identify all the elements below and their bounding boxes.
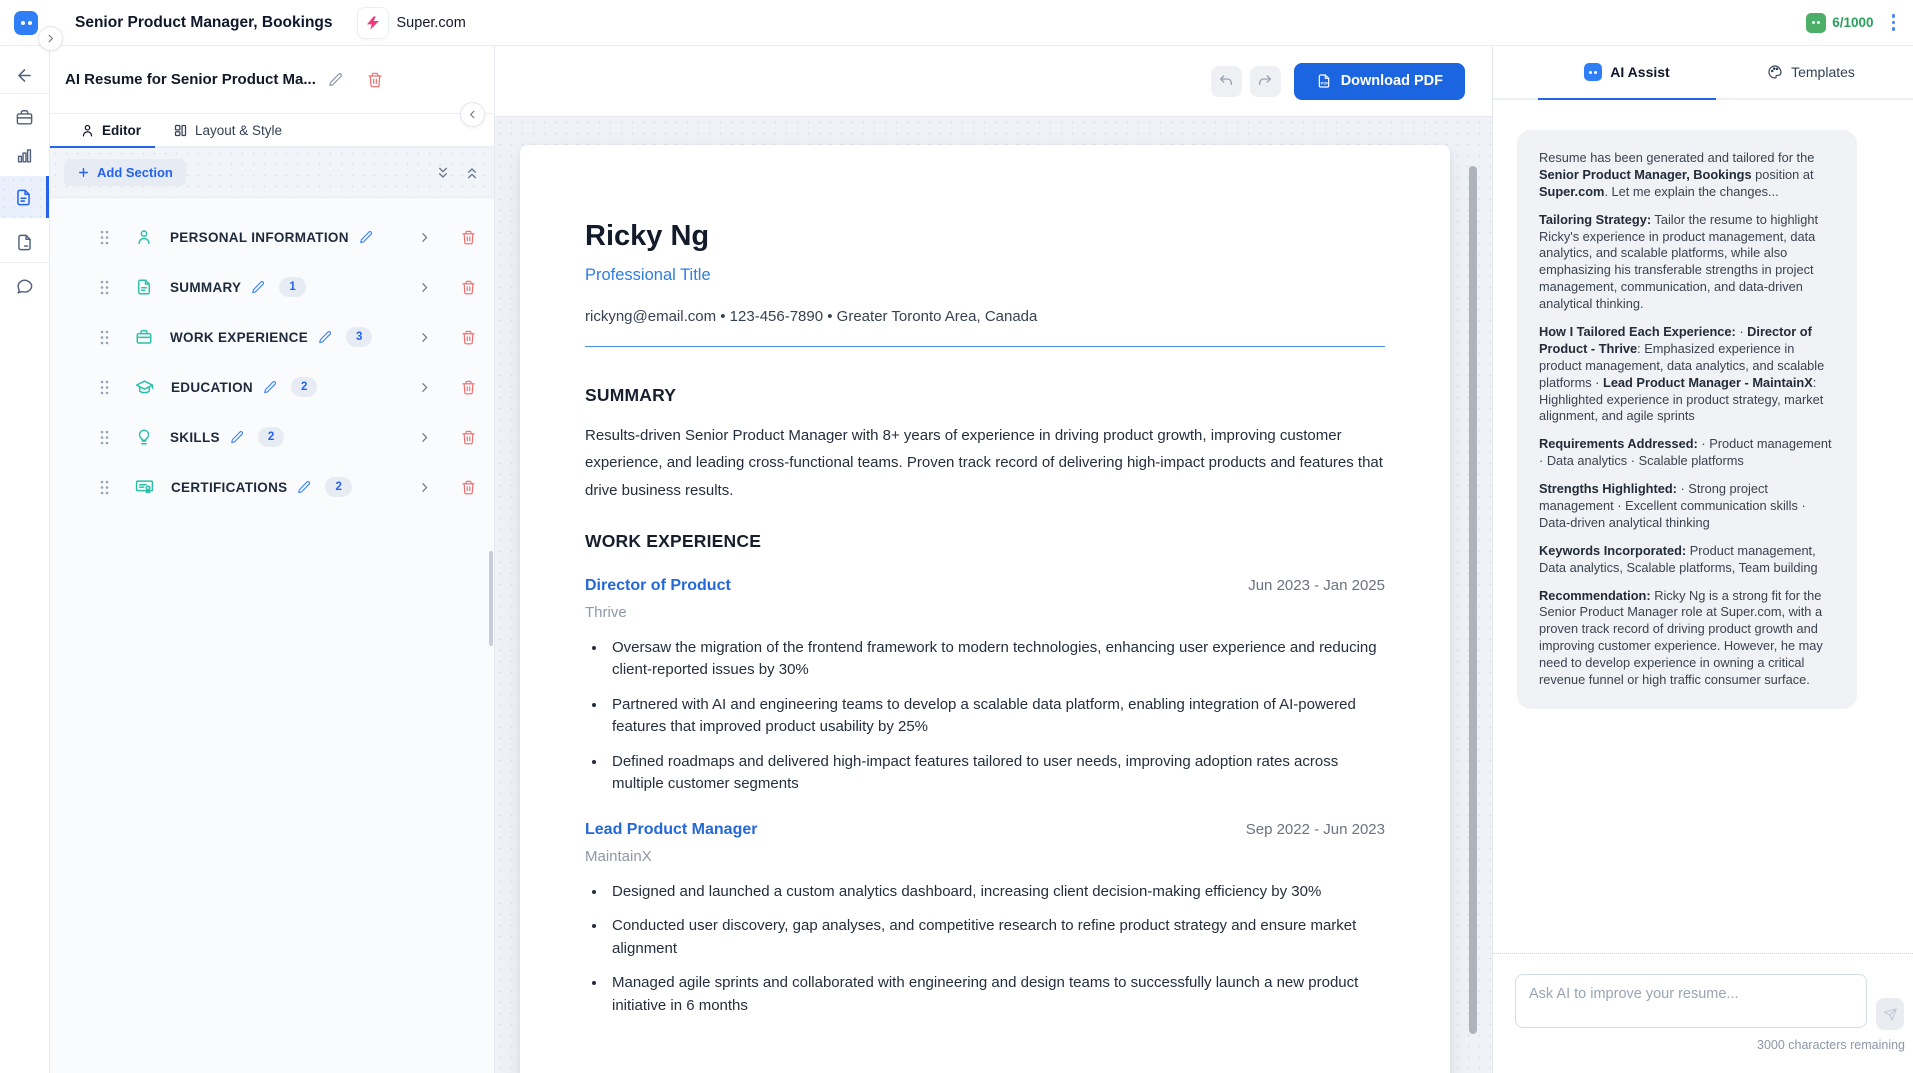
ai-message-paragraph: Tailoring Strategy: Tailor the resume to highlight Ricky's experience in product management, data analytics, and scalable platforms, while also emphasizing his transferable strengths in project management, communication, and data-driven analytical thinking. xyxy=(1539,211,1819,312)
resume-canvas xyxy=(495,117,1492,1073)
rail-divider xyxy=(0,93,49,94)
section-count-badge: 3 xyxy=(346,327,372,347)
job-bullet-list xyxy=(585,881,1385,1018)
header-divider xyxy=(585,346,1385,347)
palette-icon xyxy=(1767,64,1783,80)
section-label: CERTIFICATIONS xyxy=(171,479,288,495)
job-dates: Sep 2022 - Jun 2023 xyxy=(1245,820,1385,838)
drag-handle-icon[interactable] xyxy=(100,330,109,345)
job-bullet: • Designed and launched a custom analytics dashboard, increasing client decision-making efficiency by 30% xyxy=(607,881,1385,904)
delete-section-icon[interactable] xyxy=(461,380,476,395)
ai-message-paragraph: Resume has been generated and tailored for the Senior Product Manager, Bookings position at Super.com. Let me explain the changes... xyxy=(1539,150,1815,199)
tab-layout-style[interactable] xyxy=(155,114,282,146)
delete-section-icon[interactable] xyxy=(461,330,476,345)
drag-handle-icon[interactable] xyxy=(100,430,109,445)
section-label: SKILLS xyxy=(170,429,220,445)
section-count-badge: 2 xyxy=(325,477,351,497)
resume-title: AI Resume for Senior Product Ma... xyxy=(65,71,316,88)
active-ai-tab-indicator xyxy=(1538,98,1716,101)
section-row[interactable] xyxy=(50,362,494,412)
icon-rail xyxy=(0,46,50,1073)
summary-text[interactable]: Results-driven Senior Product Manager with 8+ years of experience in driving product growth, improving customer experience, and leading cross-functional teams. Proven track record of delivering high-impact products and features that drive business results. xyxy=(585,427,1383,499)
section-row[interactable] xyxy=(50,412,494,462)
resume-professional-title[interactable]: Professional Title xyxy=(585,266,711,284)
job-title: Lead Product Manager xyxy=(585,820,758,838)
job-title: Director of Product xyxy=(585,576,731,594)
ai-message-paragraph: How I Tailored Each Experience: · Director of Product - Thrive: Emphasized experience in product management, data analytics, and scalable platforms · Lead Product Manager - MaintainX: Highlighted experience in product strategy, market alignment, and agile sprints xyxy=(1539,324,1825,424)
edit-section-icon[interactable] xyxy=(251,280,265,294)
characters-remaining: 3000 characters remaining xyxy=(1757,1038,1905,1052)
panel-scrollbar[interactable] xyxy=(489,551,493,646)
ai-message-paragraph: Recommendation: Ricky Ng is a strong fit for the Senior Product Manager role at Super.com, with a proven track record of driving product growth and improving customer experience. However, he may need to develop experience in owning a critical revenue funnel or high traffic consumer surface. xyxy=(1539,587,1823,688)
delete-resume-icon[interactable] xyxy=(367,72,383,88)
job-entry[interactable] xyxy=(585,577,1385,796)
pdf-file-icon xyxy=(1316,73,1332,89)
edit-section-icon[interactable] xyxy=(297,480,311,494)
section-row[interactable] xyxy=(50,312,494,362)
job-bullet: • Conducted user discovery, gap analyses, and competitive research to refine product strategy and ensure market alignment xyxy=(607,915,1385,960)
tab-templates-label: Templates xyxy=(1791,64,1855,80)
ai-tab-bar xyxy=(1493,46,1913,100)
drag-handle-icon[interactable] xyxy=(100,480,109,495)
ai-panel xyxy=(1492,46,1913,1073)
job-bullet: • Oversaw the migration of the frontend framework to modern technologies, enhancing user experience and reducing client-reported issues by 30% xyxy=(607,637,1385,682)
tab-ai-assist-label: AI Assist xyxy=(1610,64,1670,80)
credits-badge xyxy=(1806,13,1873,33)
edit-section-icon[interactable] xyxy=(263,380,277,394)
section-count-badge: 1 xyxy=(279,277,305,297)
section-row[interactable] xyxy=(50,462,494,512)
add-section-label: Add Section xyxy=(97,165,173,180)
section-row[interactable] xyxy=(50,212,494,262)
tab-editor[interactable] xyxy=(50,114,155,146)
jobs-briefcase-icon[interactable] xyxy=(0,97,49,137)
job-list xyxy=(585,577,1385,1018)
resume-name[interactable]: Ricky Ng xyxy=(585,220,710,252)
download-pdf-label: Download PDF xyxy=(1340,73,1443,89)
preview-area xyxy=(495,46,1492,1073)
tab-ai-assist[interactable] xyxy=(1538,46,1716,98)
job-bullet: • Defined roadmaps and delivered high-impact features tailored to user needs, improving adoption rates across multiple customer segments xyxy=(607,751,1385,796)
work-experience-heading[interactable]: WORK EXPERIENCE xyxy=(585,530,762,551)
collapse-all-icon[interactable] xyxy=(464,165,480,181)
delete-section-icon[interactable] xyxy=(461,230,476,245)
ask-ai-input[interactable] xyxy=(1515,974,1867,1028)
resume-page[interactable] xyxy=(520,145,1450,1073)
resume-document-icon[interactable] xyxy=(0,176,49,218)
ai-message-paragraph: Strengths Highlighted: · Strong project management · Excellent communication skills · Data-driven analytical thinking xyxy=(1539,481,1806,530)
job-company: MaintainX xyxy=(585,847,652,865)
add-section-row xyxy=(50,148,494,198)
section-count-badge: 2 xyxy=(258,427,284,447)
rail-divider xyxy=(0,262,49,263)
drag-handle-icon[interactable] xyxy=(100,280,109,295)
ai-message-card xyxy=(1517,130,1857,709)
preview-toolbar xyxy=(495,46,1492,117)
collapse-editor-panel-button[interactable] xyxy=(460,102,485,127)
back-arrow-icon[interactable] xyxy=(0,55,49,95)
delete-section-icon[interactable] xyxy=(461,280,476,295)
delete-section-icon[interactable] xyxy=(461,480,476,495)
job-bullet-list xyxy=(585,637,1385,796)
edit-section-icon[interactable] xyxy=(359,230,373,244)
certificate-section-icon xyxy=(135,478,154,497)
section-list xyxy=(50,198,494,512)
download-pdf-button[interactable] xyxy=(1294,63,1465,100)
graduation-section-icon xyxy=(135,378,154,397)
expand-section-chevron-icon[interactable] xyxy=(418,281,431,294)
documents-icon[interactable] xyxy=(0,222,49,262)
section-count-badge: 2 xyxy=(291,377,317,397)
app-logo-icon[interactable] xyxy=(14,11,38,35)
rename-pencil-icon[interactable] xyxy=(328,72,343,87)
briefcase-section-icon xyxy=(135,328,153,346)
send-button[interactable] xyxy=(1876,998,1904,1030)
ai-message-paragraph: Keywords Incorporated: Product management, Data analytics, Scalable platforms, Team building xyxy=(1539,542,1818,575)
more-menu-icon[interactable] xyxy=(1890,12,1898,33)
add-section-button[interactable] xyxy=(64,159,186,186)
job-bullet: • Managed agile sprints and collaborated with engineering and design teams to successfully launch a new product initiative in 6 months xyxy=(607,972,1385,1017)
expand-section-chevron-icon[interactable] xyxy=(418,331,431,344)
section-label: SUMMARY xyxy=(170,279,242,295)
section-label: PERSONAL INFORMATION xyxy=(170,229,349,245)
edit-section-icon[interactable] xyxy=(318,330,332,344)
section-row[interactable] xyxy=(50,262,494,312)
company-name: Super.com xyxy=(396,14,466,31)
expand-all-icon[interactable] xyxy=(435,165,451,181)
doc-section-icon xyxy=(135,278,153,296)
expand-section-chevron-icon[interactable] xyxy=(418,431,431,444)
redo-button[interactable] xyxy=(1250,66,1281,97)
editor-tab-bar xyxy=(50,114,494,148)
editor-panel xyxy=(50,46,495,1073)
bulb-section-icon xyxy=(135,428,153,446)
chat-bubble-icon[interactable] xyxy=(0,266,49,306)
company-logo-icon xyxy=(357,7,389,39)
user-section-icon xyxy=(135,228,153,246)
ai-robot-icon xyxy=(1584,63,1602,81)
job-company: Thrive xyxy=(585,603,627,621)
job-bullet: • Partnered with AI and engineering teams to develop a scalable data platform, enabling integration of AI-powered features that improved product usability by 25% xyxy=(607,694,1385,739)
credits-robot-icon xyxy=(1806,13,1826,33)
undo-button[interactable] xyxy=(1211,66,1242,97)
page-title: Senior Product Manager, Bookings xyxy=(75,13,333,31)
ai-input-zone xyxy=(1493,953,1913,1073)
job-entry[interactable] xyxy=(585,821,1385,1018)
tab-editor-label: Editor xyxy=(102,122,141,138)
ai-message-paragraph: Requirements Addressed: · Product management · Data analytics · Scalable platforms xyxy=(1539,436,1832,469)
section-label: WORK EXPERIENCE xyxy=(170,329,309,345)
drag-handle-icon[interactable] xyxy=(100,230,109,245)
tab-layout-style-label: Layout & Style xyxy=(195,122,283,138)
active-tab-indicator xyxy=(50,146,155,149)
expand-nav-button[interactable] xyxy=(38,26,63,51)
credits-count: 6/1000 xyxy=(1832,15,1874,30)
canvas-scrollbar[interactable] xyxy=(1469,166,1477,1034)
job-dates: Jun 2023 - Jan 2025 xyxy=(1248,576,1385,594)
section-label: EDUCATION xyxy=(171,379,253,395)
drag-handle-icon[interactable] xyxy=(100,380,109,395)
svg-text:PDF: PDF xyxy=(1320,80,1329,86)
summary-heading[interactable]: SUMMARY xyxy=(585,385,677,405)
tab-templates[interactable] xyxy=(1716,46,1906,98)
resume-contact-line[interactable]: rickyng@email.com • 123-456-7890 • Greater Toronto Area, Canada xyxy=(585,308,1038,325)
expand-section-chevron-icon[interactable] xyxy=(418,481,431,494)
expand-section-chevron-icon[interactable] xyxy=(418,231,431,244)
analytics-chart-icon[interactable] xyxy=(0,135,49,175)
resume-header xyxy=(50,46,494,114)
top-bar xyxy=(0,0,1913,46)
edit-section-icon[interactable] xyxy=(230,430,244,444)
delete-section-icon[interactable] xyxy=(461,430,476,445)
expand-section-chevron-icon[interactable] xyxy=(418,381,431,394)
